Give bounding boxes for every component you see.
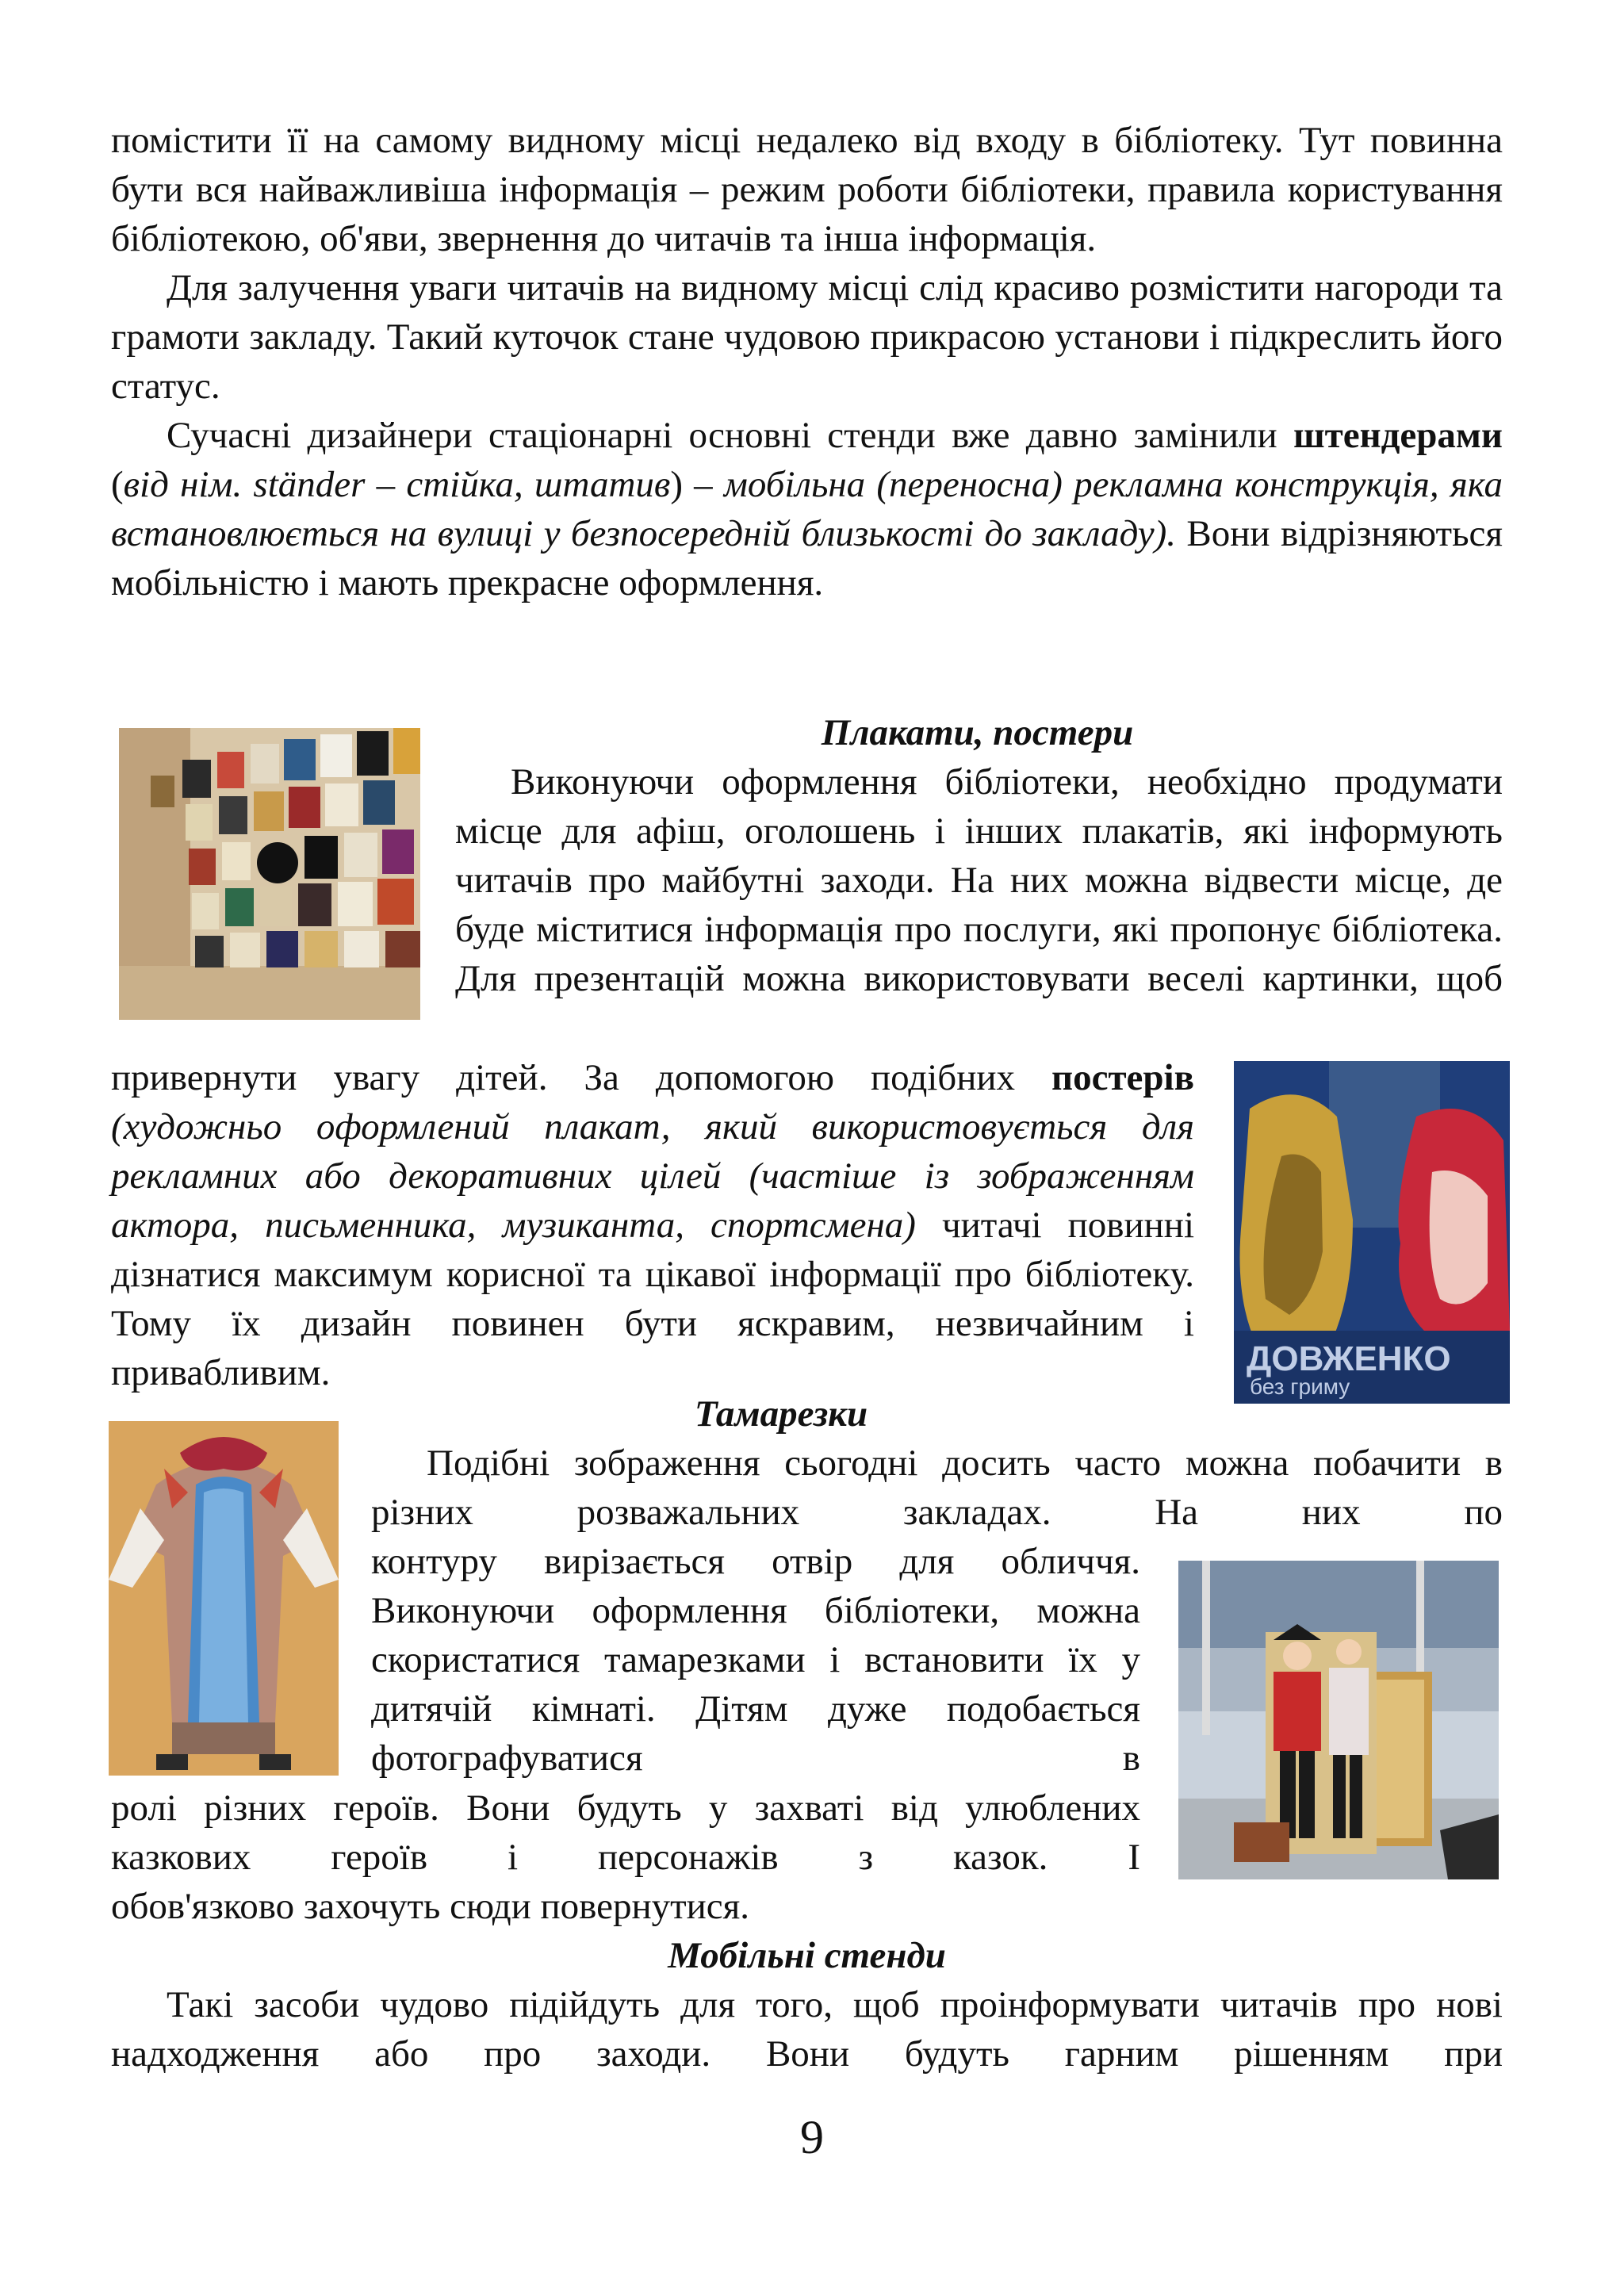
tamarezka-photo bbox=[1178, 1561, 1499, 1879]
tamarezky-heading-wrap bbox=[373, 1389, 1189, 1439]
term-shtendery: штендерами bbox=[1293, 415, 1503, 456]
tamarezky-heading: Тамарезки bbox=[694, 1393, 868, 1435]
tamarezky-text-end bbox=[111, 1882, 1140, 1931]
paren-open: ( bbox=[111, 464, 124, 505]
tamarezky-paragraph-d: обов'язково захочуть сюди повернутися. bbox=[111, 1886, 750, 1927]
posters-text-right bbox=[455, 757, 1503, 1003]
mobile-stands-heading: Мобільні стенди bbox=[668, 1935, 946, 1976]
posters-paragraph-a: Виконуючи оформлення бібліотеки, необхідно продумати місце для афіш, оголошень і інших плакатів, які інформують читачів про майбутні заходи. На них можна відвести місце, де буде міститися інформація про послуги, які пропонує бібліотека. Для презентацій можна використовувати веселі картинки, щоб bbox=[455, 761, 1503, 999]
p3-end: Вони відрізняються мобільністю і мають прекрасне оформлення. bbox=[111, 513, 1503, 603]
posters-heading: Плакати, постери bbox=[821, 712, 1134, 753]
tamarezka-image bbox=[1178, 1561, 1499, 1879]
shtendery-definition: мобільна (переносна) рекламна конструкція, яка встановлюється на вулиці у безпосередній близькості до закладу). bbox=[111, 464, 1503, 554]
posters-b-end: читачі повинні дізнатися максимум корисної та цікавої інформації про бібліотеку. Тому їх дизайн повинен бути яскравим, незвичайним і привабливим. bbox=[111, 1205, 1195, 1393]
tamarezky-paragraph-a: Подібні зображення сьогодні досить часто можна побачити в різних розважальних закладах. На них по bbox=[371, 1443, 1503, 1533]
term-posters: постерів bbox=[1051, 1057, 1194, 1098]
p3-start: Сучасні дизайнери стаціонарні основні стенди вже давно замінили bbox=[167, 415, 1277, 456]
posters-wall-photo bbox=[119, 728, 420, 1020]
mobile-stands-paragraph: Такі засоби чудово підійдуть для того, щоб проінформувати читачів про нові надходження або про заходи. Вони будуть гарним рішенням при bbox=[111, 1984, 1503, 2075]
shtendery-etymology: від нім. ständer – стійка, штатив bbox=[123, 464, 671, 505]
tamarezky-paragraph-b: контуру вирізається отвір для обличчя. Виконуючи оформлення бібліотеки, можна скористатися тамарезками і встановити їх у дитячій кімнаті. Дітям дуже подобається фотографуватися в bbox=[371, 1541, 1140, 1779]
intro-section bbox=[111, 116, 1503, 607]
intro-paragraph-3 bbox=[111, 411, 1503, 607]
tamarezky-text-lower bbox=[111, 1784, 1140, 1882]
intro-paragraph-1: помістити її на самому видному місці недалеко від входу в бібліотеку. Тут повинна бути вся найважливіша інформація – режим роботи бібліотеки, правила користування бібліотекою, об'яви, звернення до читачів та інша інформація. bbox=[111, 120, 1503, 259]
poster-subtitle: без гриму bbox=[1250, 1374, 1350, 1399]
intro-paragraph-2: Для залучення уваги читачів на видному місці слід красиво розмістити нагороди та грамоти закладу. Такий куточок стане чудовою прикрасою установи і підкреслить його статус. bbox=[111, 267, 1503, 407]
posters-definition: (художньо оформлений плакат, який використовується для рекламних або декоративних цілей (частіше із зображенням актора, письменника, музиканта, спортсмена) bbox=[111, 1106, 1194, 1246]
costume-image bbox=[109, 1421, 339, 1776]
tamarezky-text-middle bbox=[371, 1537, 1140, 1783]
posters-text-left bbox=[111, 1053, 1194, 1397]
posters-wall-image bbox=[119, 728, 420, 1020]
tamarezky-paragraph-c: ролі різних героїв. Вони будуть у захваті від улюблених казкових героїв і персонажів з казок. І bbox=[111, 1787, 1140, 1878]
posters-paragraph-b bbox=[111, 1053, 1194, 1397]
dovzhenko-poster-image bbox=[1234, 1061, 1510, 1404]
posters-b-start: привернути увагу дітей. За допомогою подібних bbox=[111, 1057, 1016, 1098]
page-number: 9 bbox=[800, 2111, 824, 2163]
tamarezky-text-full bbox=[371, 1439, 1503, 1537]
poster-title: ДОВЖЕНКО bbox=[1247, 1339, 1451, 1378]
dovzhenko-poster bbox=[1234, 1061, 1510, 1404]
mobile-stands-section bbox=[111, 1931, 1503, 2079]
paren-close: ) – bbox=[670, 464, 713, 505]
costume-photo bbox=[109, 1421, 339, 1776]
